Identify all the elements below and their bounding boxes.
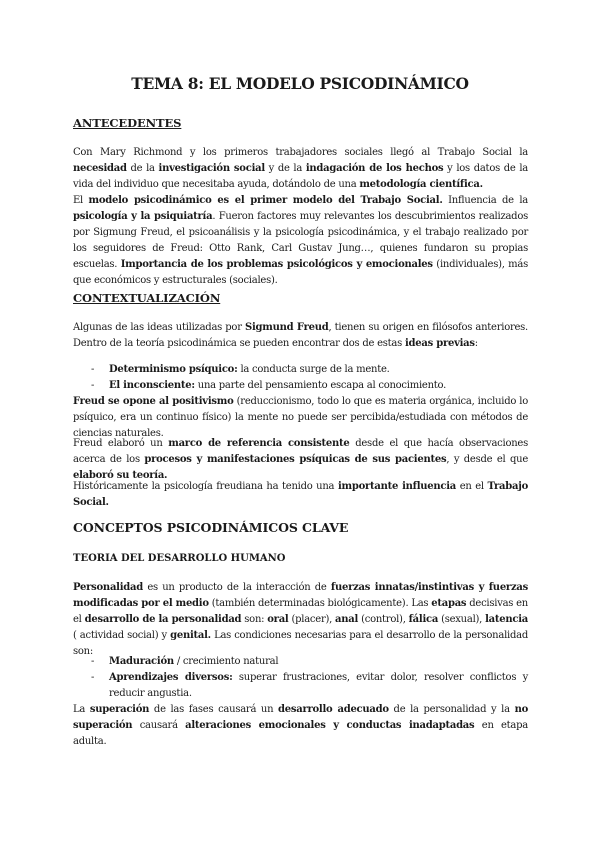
paragraph-antecedentes-2: El modelo psicodinámico es el primer modelo del Trabajo Social. Influencia de la psicología y la psiquiatría. Fueron factores muy relevantes los descubrimientos realizados por Sigmung Freud, el psicoanálisis y la psicología psicodinámica, y el trabajo realizado por los seguidores de Freud: Otto Rank, Carl Gustav Jung…, quienes fundaron su propias escuelas. Importancia de los problemas psicológicos y emocionales (individuales), más que económicos y estructurales (sociales). xyxy=(73,195,528,286)
list-item: - Maduración / crecimiento natural xyxy=(73,654,528,670)
paragraph-contextualizacion-4: Históricamente la psicología freudiana ha tenido una importante influencia en el Trabajo Social. xyxy=(73,481,529,508)
subsection-heading-desarrollo-humano: TEORIA DEL DESARROLLO HUMANO xyxy=(73,553,286,564)
list-ideas-previas xyxy=(73,362,528,394)
section-heading-contextualizacion: CONTEXTUALIZACIÓN xyxy=(73,291,221,305)
paragraph-conceptos-1: Personalidad es un producto de la interacción de fuerzas innatas/instintivas y fuerzas modificadas por el medio (también determinadas biológicamente). Las etapas decisivas en el desarrollo de la personalidad son: oral (placer), anal (control), fálica (sexual), latencia ( actividad social) y genital. Las condiciones necesarias para el desarrollo de la personalidad son: xyxy=(73,582,528,657)
list-item: - El inconsciente: una parte del pensamiento escapa al conocimiento. xyxy=(73,378,528,394)
paragraph-contextualizacion-2: Freud se opone al positivismo (reduccionismo, todo lo que es materia orgánica, incluido lo psíquico, era un continuo físico) la mente no puede ser percibida/estudiada con métodos de ciencias naturales. xyxy=(73,396,529,439)
paragraph-conceptos-2: La superación de las fases causará un desarrollo adecuado de la personalidad y la no superación causará alteraciones emocionales y conductas inadaptadas en etapa adulta. xyxy=(73,704,529,747)
paragraph-contextualizacion-1: Algunas de las ideas utilizadas por Sigmund Freud, tienen su origen en filósofos anteriores. Dentro de la teoría psicodinámica se pueden encontrar dos de estas ideas previas: xyxy=(73,322,528,349)
list-condiciones xyxy=(73,654,528,702)
paragraph-antecedentes-1: Con Mary Richmond y los primeros trabajadores sociales llegó al Trabajo Social la necesidad de la investigación social y de la indagación de los hechos y los datos de la vida del individuo que necesitaba ayuda, dotándolo de una metodología científica. xyxy=(73,147,528,190)
section-heading-conceptos: CONCEPTOS PSICODINÁMICOS CLAVE xyxy=(73,520,349,535)
paragraph-contextualizacion-3: Freud elaboró un marco de referencia consistente desde el que hacía observaciones acerca de los procesos y manifestaciones psíquicas de sus pacientes, y desde el que elaboró su teoría. xyxy=(73,438,528,481)
list-item: - Aprendizajes diversos: superar frustraciones, evitar dolor, resolver conflictos y reducir angustia. xyxy=(73,670,528,702)
section-heading-antecedentes: ANTECEDENTES xyxy=(73,116,182,130)
page-title: TEMA 8: EL MODELO PSICODINÁMICO xyxy=(131,74,469,93)
list-item: - Determinismo psíquico: la conducta surge de la mente. xyxy=(73,362,528,378)
